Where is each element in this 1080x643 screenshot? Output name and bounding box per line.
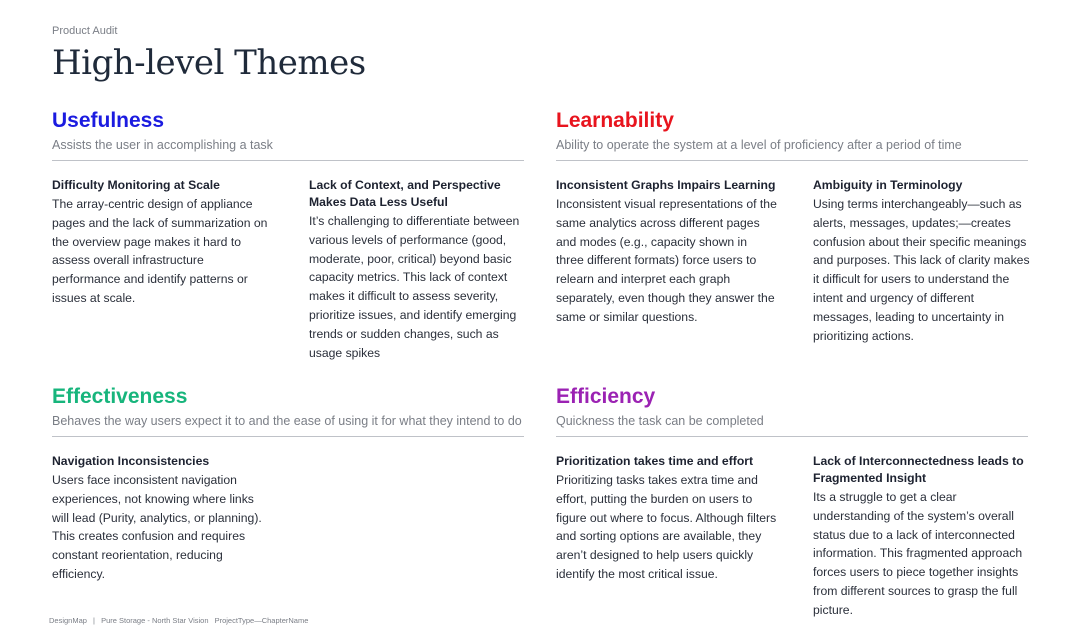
section-title: Usefulness <box>52 109 165 132</box>
footer <box>49 616 312 625</box>
theme-card <box>813 177 1031 345</box>
section-learnability <box>556 108 1030 343</box>
page-title: High-level Themes <box>52 43 366 83</box>
footer-brand: DesignMap <box>49 616 87 625</box>
card-body: The array-centric design of appliance pages and the lack of summarization on the overview page makes it hard to assess overall infrastructure performance and identify patterns or issues at scale. <box>52 197 268 305</box>
section-efficiency <box>556 384 1028 617</box>
card-body: It’s challenging to differentiate between various levels of performance (good, moderate, poor, critical) beyond basic capacity metrics. This lack of context makes it difficult to assess severity, prioritize issues, and identify emerging trends or sudden changes, such as usage spikes <box>309 214 520 360</box>
card-body: Inconsistent visual representations of the same analytics across different pages and modes (e.g., capacity shown in three different formats) force users to relearn and interpret each graph separately, even though they answer the same or similar questions. <box>556 197 777 324</box>
card-title: Lack of Context, and Perspective Makes Data Less Useful <box>309 178 501 209</box>
card-body: Prioritizing tasks takes extra time and effort, putting the burden on users to figure out where to focus. Although filters and sorting options are available, they aren’t designed to help users quickly identify the most critical issue. <box>556 473 777 581</box>
section-subtitle: Behaves the way users expect it to and the ease of using it for what they intend to do <box>52 413 524 437</box>
section-subtitle: Assists the user in accomplishing a task <box>52 137 524 161</box>
theme-card <box>52 453 274 584</box>
section-subtitle: Quickness the task can be completed <box>556 413 1028 437</box>
card-title: Prioritization takes time and effort <box>556 454 754 468</box>
theme-card <box>556 453 778 584</box>
card-body: Its a struggle to get a clear understanding of the system’s overall status due to a lack of interconnected information. This fragmented approach forces users to piece together insights from different sources to grasp the full picture. <box>813 490 1023 617</box>
footer-project: Pure Storage - North Star Vision <box>101 616 209 625</box>
theme-card <box>309 177 527 362</box>
section-subtitle: Ability to operate the system at a level of proficiency after a period of time <box>556 137 1028 161</box>
section-effectiveness <box>52 384 524 581</box>
section-title: Effectiveness <box>52 385 188 408</box>
section-title: Efficiency <box>556 385 656 408</box>
theme-card <box>813 453 1031 620</box>
card-title: Lack of Interconnectedness leads to Fragmented Insight <box>813 454 1024 485</box>
card-title: Inconsistent Graphs Impairs Learning <box>556 178 776 192</box>
card-title: Ambiguity in Terminology <box>813 178 963 192</box>
card-title: Navigation Inconsistencies <box>52 454 210 468</box>
card-body: Users face inconsistent navigation experiences, not knowing where links will lead (Purity, analytics, or planning). This creates confusion and requires constant reorientation, reducing efficiency. <box>52 473 262 581</box>
card-body: Using terms interchangeably—such as alerts, messages, updates;—creates confusion about their specific meanings and purposes. This lack of clarity makes it difficult for users to understand the intent and urgency of different messages, leading to uncertainty in prioritizing actions. <box>813 197 1030 343</box>
footer-chapter: ProjectType—ChapterName <box>214 616 309 625</box>
section-title: Learnability <box>556 109 674 132</box>
card-title: Difficulty Monitoring at Scale <box>52 178 220 192</box>
theme-card <box>52 177 274 308</box>
theme-card <box>556 177 778 327</box>
footer-separator: | <box>93 616 95 625</box>
eyebrow-label: Product Audit <box>52 25 118 37</box>
section-usefulness <box>52 108 524 360</box>
